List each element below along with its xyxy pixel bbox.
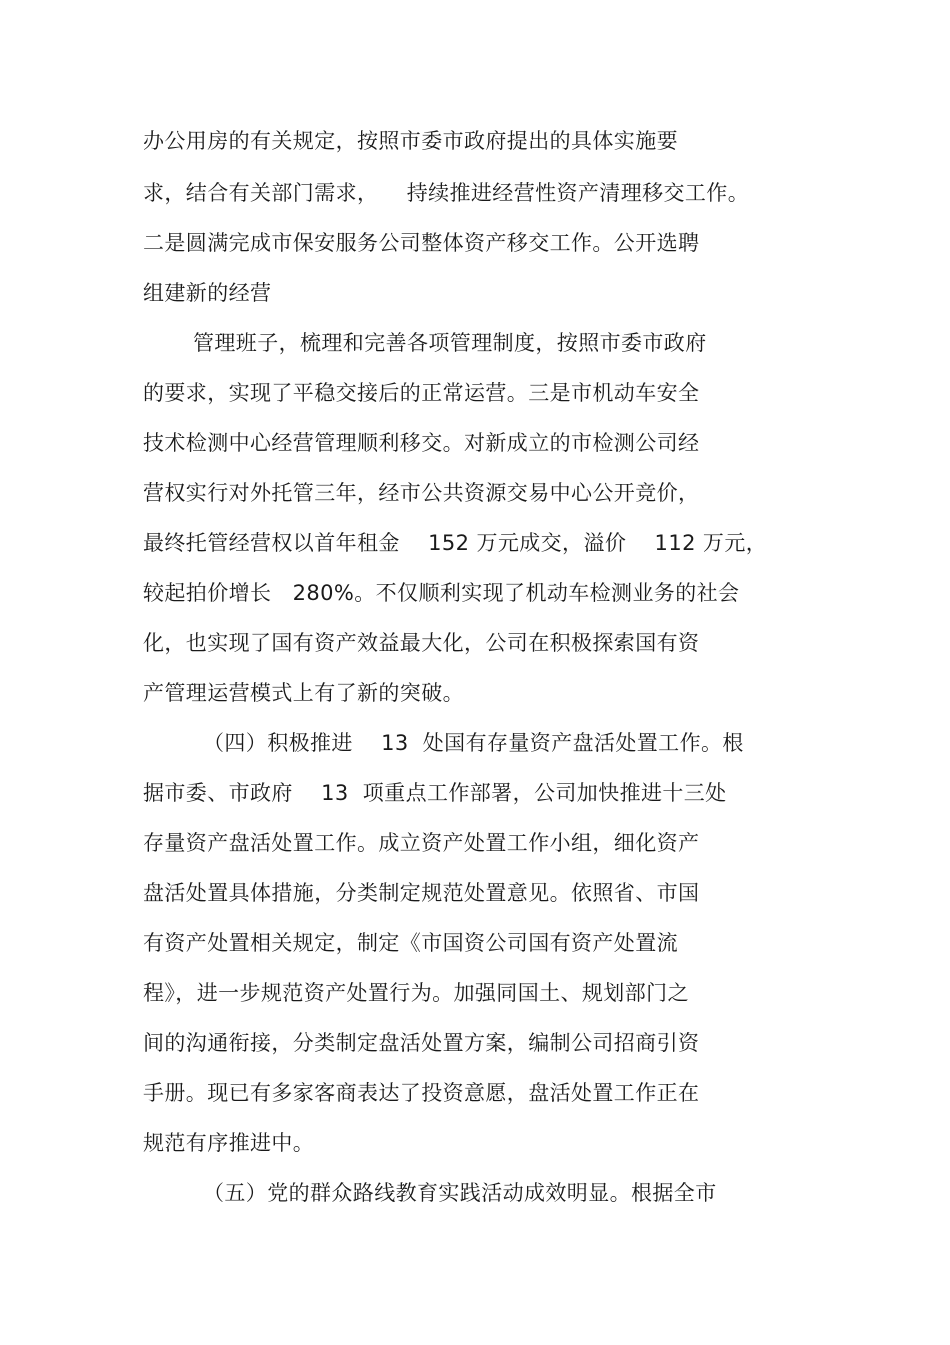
text-line: 化，也实现了国有资产效益最大化，公司在积极探索国有资 — [143, 631, 700, 655]
text-line: 求，结合有关部门需求， 持续推进经营性资产清理移交工作。 — [143, 181, 750, 205]
text-line: 最终托管经营权以首年租金 152 万元成交，溢价 112 万元， — [143, 531, 768, 555]
text-line: 管理班子，梳理和完善各项管理制度，按照市委市政府 — [193, 331, 707, 355]
section-heading-line: （五）党的群众路线教育实践活动成效明显。根据全市 — [203, 1181, 717, 1205]
section-heading-line: （四）积极推进 13 处国有存量资产盘活处置工作。根 — [203, 731, 744, 755]
text-line: 营权实行对外托管三年，经市公共资源交易中心公开竞价， — [143, 481, 700, 505]
text-line: 盘活处置具体措施，分类制定规范处置意见。依照省、市国 — [143, 881, 700, 905]
text-line: 技术检测中心经营管理顺利移交。对新成立的市检测公司经 — [143, 431, 700, 455]
text-line: 有资产处置相关规定，制定《市国资公司国有资产处置流 — [143, 931, 678, 955]
text-line: 产管理运营模式上有了新的突破。 — [143, 681, 464, 705]
text-line: 手册。现已有多家客商表达了投资意愿，盘活处置工作正在 — [143, 1081, 700, 1105]
text-line: 的要求，实现了平稳交接后的正常运营。三是市机动车安全 — [143, 381, 700, 405]
text-line: 较起拍价增长 280%。不仅顺利实现了机动车检测业务的社会 — [143, 581, 740, 605]
text-line: 间的沟通衔接，分类制定盘活处置方案，编制公司招商引资 — [143, 1031, 700, 1055]
text-line: 规范有序推进中。 — [143, 1131, 315, 1155]
text-line: 存量资产盘活处置工作。成立资产处置工作小组，细化资产 — [143, 831, 700, 855]
text-line: 二是圆满完成市保安服务公司整体资产移交工作。公开选聘 — [143, 231, 700, 255]
text-line: 据市委、市政府 13 项重点工作部署，公司加快推进十三处 — [143, 781, 727, 805]
text-line: 办公用房的有关规定，按照市委市政府提出的具体实施要 — [143, 129, 678, 153]
text-line: 程》，进一步规范资产处置行为。加强同国土、规划部门之 — [143, 981, 689, 1005]
text-line: 组建新的经营 — [143, 281, 272, 305]
